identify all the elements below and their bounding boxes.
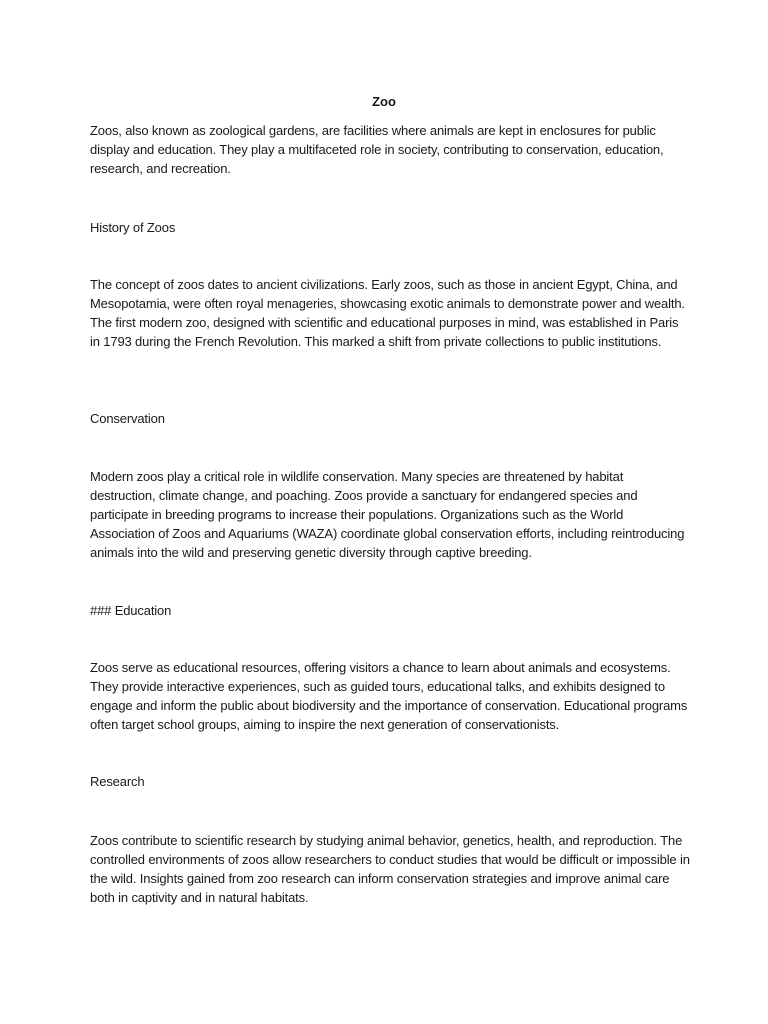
section-body-education: Zoos serve as educational resources, offering visitors a chance to learn about animals and ecosystems. They provide interactive experiences, such as guided tours, educational talks, and exhibits designed to engage and inform the public about biodiversity and the importance of conservation. Educational programs often target school groups, aiming to inspire the next generation of conservationists. bbox=[90, 660, 688, 732]
section-body-research: Zoos contribute to scientific research by studying animal behavior, genetics, health, and reproduction. The controlled environments of zoos allow researchers to conduct studies that would be difficult or impossible in the wild. Insights gained from zoo research can inform conservation strategies and improve animal care both in captivity and in natural habitats. bbox=[90, 833, 690, 905]
section-heading-conservation: Conservation bbox=[90, 411, 165, 426]
page-title: Zoo bbox=[372, 94, 396, 109]
intro-paragraph: Zoos, also known as zoological gardens, are facilities where animals are kept in enclosures for public display and education. They play a multifaceted role in society, contributing to conservation, education, research, and recreation. bbox=[90, 123, 664, 176]
section-body-conservation: Modern zoos play a critical role in wildlife conservation. Many species are threatened by habitat destruction, climate change, and poaching. Zoos provide a sanctuary for endangered species and participate in breeding programs to increase their populations. Organizations such as the World Association of Zoos and Aquariums (WAZA) coordinate global conservation efforts, including reintroducing animals into the wild and preserving genetic diversity through captive breeding. bbox=[90, 469, 685, 560]
section-body-history: The concept of zoos dates to ancient civilizations. Early zoos, such as those in ancient Egypt, China, and Mesopotamia, were often royal menageries, showcasing exotic animals to demonstrate power and wealth. The first modern zoo, designed with scientific and educational purposes in mind, was established in Paris in 1793 during the French Revolution. This marked a shift from private collections to public institutions. bbox=[90, 277, 685, 349]
section-heading-history: History of Zoos bbox=[90, 220, 176, 235]
section-heading-research: Research bbox=[90, 774, 145, 789]
section-heading-education: ### Education bbox=[90, 603, 172, 618]
